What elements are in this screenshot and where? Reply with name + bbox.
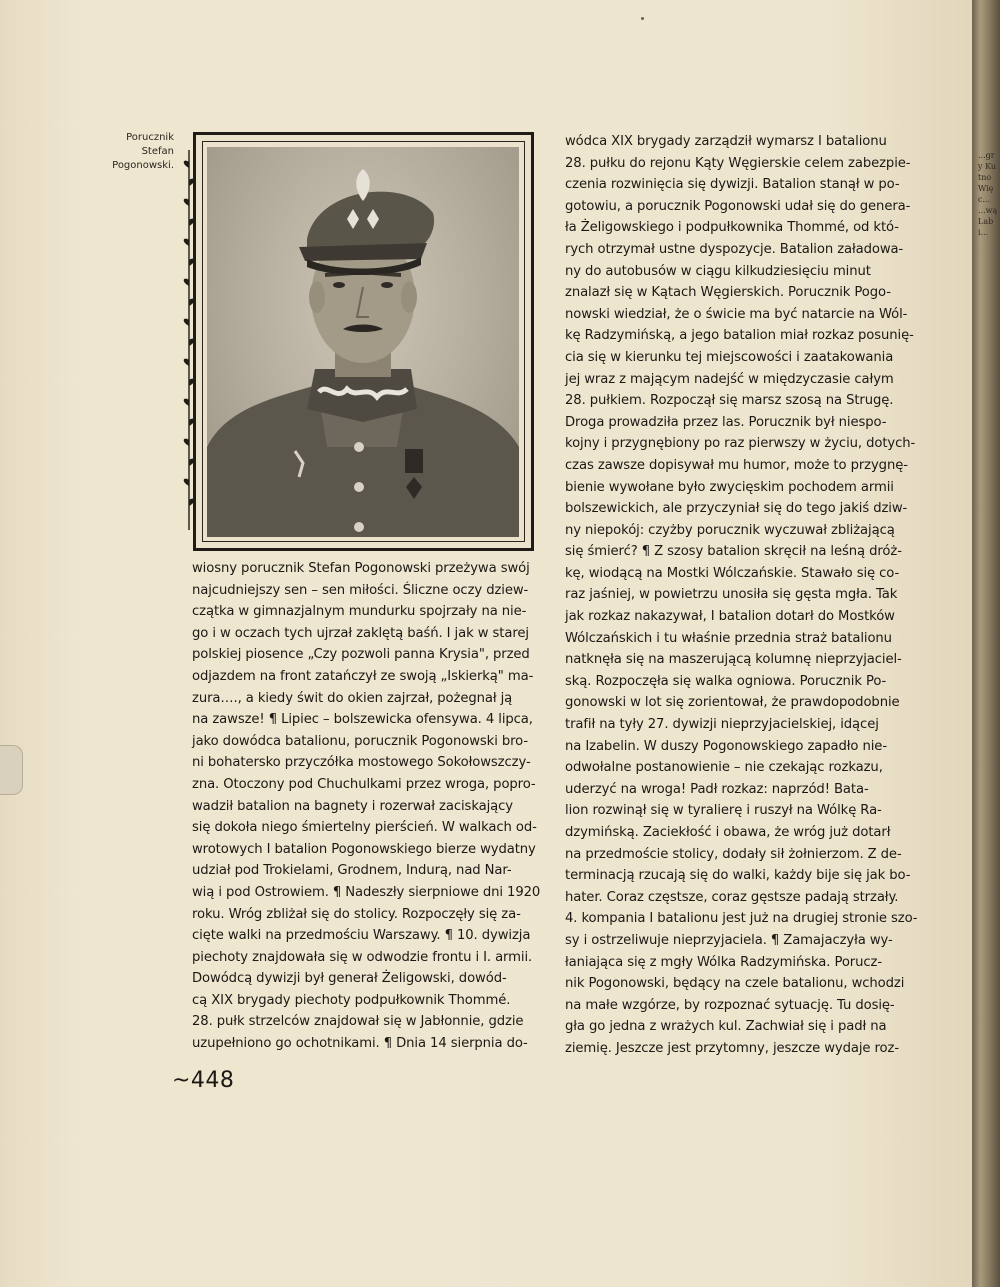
text-line: znalazł się w Kątach Węgierskich. Porucznik Pogo- — [565, 285, 891, 301]
left-text-column — [192, 558, 542, 1055]
text-line: uderzyć na wroga! Padł rozkaz: naprzód! Bata- — [565, 781, 869, 797]
text-line: wadził batalion na bagnety i rozerwał zaciskający — [192, 798, 514, 814]
text-line: Dowódcą dywizji był generał Żeligowski, dowód- — [192, 971, 507, 987]
text-line: piechoty znajdowała się w odwodzie frontu i I. armii. — [192, 949, 533, 965]
text-line: na przedmoście stolicy, dodały sił żołnierzom. Z de- — [565, 846, 902, 862]
text-line: ską. Rozpoczęła się walka ogniowa. Porucznik Po- — [565, 673, 887, 689]
paper-speck — [641, 17, 644, 20]
text-line: lion rozwinął się w tyralierę i ruszył na Wólkę Ra- — [565, 803, 882, 819]
text-line: na Izabelin. W duszy Pogonowskiego zapadło nie- — [565, 738, 887, 754]
caption-line: Porucznik — [126, 132, 174, 143]
text-line: go i w oczach tych ujrzał zaklętą baśń. I jak w starej — [192, 625, 529, 641]
text-line: dzymińską. Zaciekłość i obawa, że wróg już dotarł — [565, 825, 891, 840]
page-edge-tab — [0, 745, 23, 795]
text-line: czątka w gimnazjalnym mundurku spojrzały na nie- — [192, 604, 527, 620]
text-line: czenia rozwinięcia się dywizji. Batalion stanął w po- — [565, 177, 900, 193]
text-line: natknęła się na maszerującą kolumnę nieprzyjaciel- — [565, 652, 902, 668]
text-line: raz jaśniej, w powietrzu unosiła się gęsta mgła. Tak — [565, 587, 898, 603]
portrait-photo — [207, 147, 519, 537]
text-line: na zawsze! ¶ Lipiec – bolszewicka ofensywa. 4 lipca, — [192, 712, 533, 728]
text-line: kę Radzymińską, a jego batalion miał rozkaz posunię- — [565, 328, 914, 344]
caption-line: Stefan — [141, 146, 174, 157]
text-line: cą XIX brygady piechoty podpułkownik Thommé. — [192, 992, 511, 1008]
text-line: trafił na tyły 27. dywizji nieprzyjacielskiej, idącej — [565, 717, 879, 733]
officer-portrait-image — [207, 147, 519, 537]
right-text-column — [565, 131, 918, 1060]
text-line: cia się w kierunku tej miejscowości i zaatakowania — [565, 349, 894, 365]
text-line: bienie wywołane było zwycięskim pochodem armii — [565, 479, 894, 495]
text-line: hater. Coraz częstsze, coraz gęstsze padają strzały. — [565, 889, 899, 905]
text-line: odjazdem na front zatańczył ze swoją „Iskierką" ma- — [192, 668, 534, 684]
text-line: 28. pułk strzelców znajdował się w Jabłonnie, gdzie — [192, 1014, 524, 1030]
text-line: 28. pułku do rejonu Kąty Węgierskie celem zabezpie- — [565, 155, 911, 171]
text-line: ziemię. Jeszcze jest przytomny, jeszcze wydaje roz- — [565, 1040, 899, 1056]
text-line: 4. kompania I batalionu jest już na drugiej stronie szo- — [565, 911, 918, 927]
text-line: zura…., a kiedy świt do okien zajrzał, pożegnał ją — [192, 690, 513, 706]
text-line: się dokoła niego śmiertelny pierścień. W walkach od- — [192, 820, 537, 836]
text-line: roku. Wróg zbliżał się do stolicy. Rozpoczęły się za- — [192, 906, 521, 922]
text-line: Droga prowadziła przez las. Porucznik był niespo- — [565, 414, 887, 430]
text-line: nik Pogonowski, będący na czele batalionu, wchodzi — [565, 976, 905, 992]
text-line: cięte walki na przedmościu Warszawy. ¶ 10. dywizja — [192, 928, 531, 944]
text-line: odwołalne postanowienie – nie czekając rozkazu, — [565, 760, 883, 776]
text-line: wiosny porucznik Stefan Pogonowski przeżywa swój — [192, 561, 530, 576]
page-number: ~448 — [172, 1068, 235, 1093]
text-line: bolszewickich, ale przyczyniał się do tego jakiś dziw- — [565, 501, 908, 517]
text-line: kojny i przygnębiony po raz pierwszy w życiu, dotych- — [565, 436, 916, 452]
text-line: Wólczańskich i tu właśnie przednia straż batalionu — [565, 630, 892, 646]
text-line: ni bohatersko przyczółka mostowego Sokołowszczy- — [192, 755, 531, 771]
text-line: uzupełniono go ochotnikami. ¶ Dnia 14 sierpnia do- — [192, 1036, 528, 1052]
text-line: rych otrzymał ustne dyspozycje. Batalion załadowa- — [565, 241, 904, 257]
text-line: udział pod Trokielami, Grodnem, Indurą, nad Nar- — [192, 863, 512, 879]
text-line: 28. pułkiem. Rozpoczął się marsz szosą na Strugę. — [565, 393, 894, 409]
text-line: jako dowódca batalionu, porucznik Pogonowski bro- — [192, 733, 529, 749]
text-line: zna. Otoczony pod Chuchulkami przez wroga, popro- — [192, 776, 536, 792]
text-line: ny do autobusów w ciągu kilkudziesięciu minut — [565, 263, 871, 279]
text-line: wią i pod Ostrowiem. ¶ Nadeszły sierpniowe dni 1920 — [192, 884, 541, 900]
photo-caption — [96, 131, 174, 173]
text-line: najcudniejszy sen – sen miłości. Śliczne oczy dziew- — [192, 582, 529, 598]
text-line: łaniająca się z mgły Wólka Radzymińska. Porucz- — [565, 954, 883, 970]
text-line: jej wraz z mającym nadejść w międzyczasie całym — [565, 371, 894, 387]
text-line: ny niepokój: czyżby porucznik wyczuwał zbliżającą — [565, 522, 895, 538]
caption-line: Pogonowski. — [112, 160, 174, 171]
text-line: gła go jedna z wrażych kul. Zachwiał się i padł na — [565, 1019, 887, 1035]
text-line: wrotowych I batalion Pogonowskiego bierze wydatny — [192, 841, 536, 857]
text-line: polskiej piosence „Czy pozwoli panna Krysia", przed — [192, 647, 530, 663]
text-line: czas zawsze dopisywał mu humor, może to przygnę- — [565, 457, 908, 473]
spine-text: ...gry Kutno Więc... ...wą Labi... — [978, 151, 998, 237]
text-line: sy i ostrzeliwuje nieprzyjaciela. ¶ Zamajaczyła wy- — [565, 932, 893, 948]
text-line: gotowiu, a porucznik Pogonowski udał się do genera- — [565, 198, 911, 214]
text-line: jak rozkaz nakazywał, I batalion dotarł do Mostków — [565, 609, 895, 625]
text-line: gonowski w lot się zorientował, że prawdopodobnie — [565, 695, 900, 711]
text-line: nowski wiedział, że o świcie ma być natarcie na Wól- — [565, 306, 908, 322]
text-line: się śmierć? ¶ Z szosy batalion skręcił na leśną dróż- — [565, 544, 902, 560]
text-line: ła Żeligowskiego i podpułkownika Thommé, od któ- — [565, 220, 899, 236]
text-line: na małe wzgórze, by rozpoznać sytuację. Tu dosię- — [565, 997, 895, 1013]
text-line: wódca XIX brygady zarządził wymarsz I batalionu — [565, 134, 887, 149]
text-line: terminacją rzucają się do walki, każdy bije się jak bo- — [565, 868, 911, 884]
text-line: kę, wiodącą na Mostki Wólczańskie. Stawało się co- — [565, 565, 900, 581]
